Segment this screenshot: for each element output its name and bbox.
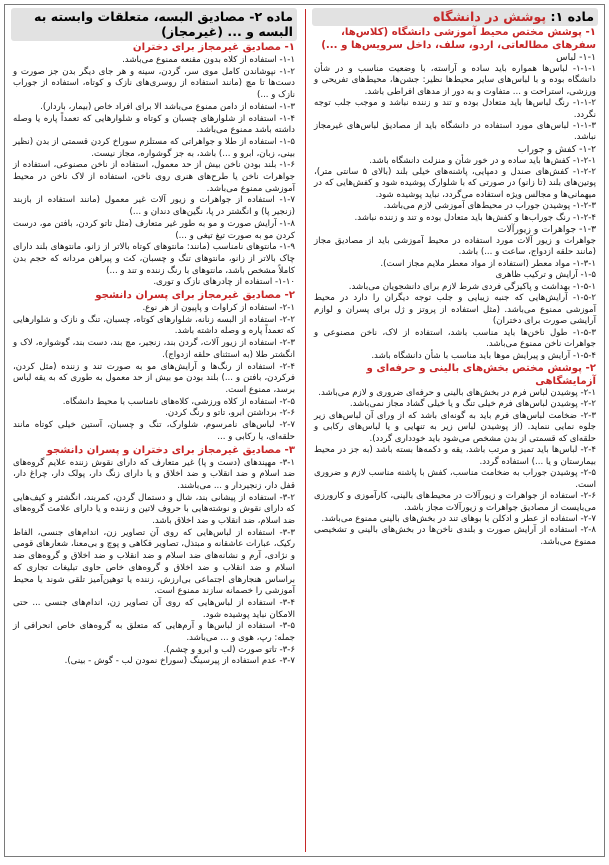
article-1-title-text: پوشش در دانشگاه xyxy=(432,9,547,24)
clause-text: ۱-۵- آرایش و ترکیب ظاهری xyxy=(495,270,596,281)
clause-text: ۱-۱- استفاده از کلاه بدون مقنعه ممنوع می‌باشد. xyxy=(122,55,295,65)
clause-text: ۳-۲- استفاده از پیشانی بند، شال و دستمال گردن، کمربند، انگشتر و کیف‌هایی که دارای نقوش و نوشته‌هایی با حروف لاتین و زننده و یا دارای علامت گروه‌های ضد اسلام، ضد انقلاب و ضد اخلاق باشد. xyxy=(13,492,295,527)
clause-text: ۲-۱- پوشیدن لباس فرم در بخش‌های بالینی و حرفه‌ای ضروری و لازم می‌باشد. xyxy=(318,387,596,398)
section-heading: ۱- مصادیق غیرمجاز برای دختران xyxy=(132,42,295,53)
section-heading: ۱- پوشش مختص محیط آموزشی دانشگاه (کلاس‌ها، سفرهای مطالعاتی، اردو، سلف، داخل سرویس‌ها و ...) xyxy=(321,27,596,51)
clause-text: ۱-۵-۴- آرایش و پیرایش موها باید مناسب با شأن دانشگاه باشد. xyxy=(371,350,596,361)
clause-text: ۱-۳-۱- مواد معطر (استفاده از مواد معطر ملایم مجاز است). xyxy=(380,258,596,269)
clause-text: ۲-۲- استفاده از البسه زنانه، شلوارهای کوتاه، چسبان، تنگ و نازک و شلوارهایی که تعمداً پاره و وصله داشته باشد. xyxy=(13,314,295,337)
article-1-number: ماده ۱: xyxy=(546,9,594,24)
clause-text: ۱-۱۰- استفاده از چادرهای نازک و توری. xyxy=(153,277,295,288)
clause-text: ۱-۱-۱- لباس‌ها همواره باید ساده و آراسته، با وضعیت مناسب و در شأن دانشگاه بوده و با لباس‌های سایر محیط‌ها نظیر: جشن‌ها، محیط‌های تفریحی و ورزشی، استراحت و ... متفاوت و به دور از مدهای افراطی باشد. xyxy=(314,63,596,97)
clause-text: ۳-۷- عدم استفاده از پیرسینگ (سوراخ نمودن لب - گوش - بینی). xyxy=(64,656,295,667)
left-column xyxy=(5,5,303,856)
clause-text: ۲-۸- استفاده از آرایش صورت و بلندی ناخن‌ها در بخش‌های بالینی و تشخیصی ممنوع می‌باشد. xyxy=(314,525,596,547)
clause-text: ۱-۷- استفاده از جواهرات و زیور آلات غیر معمول (مانند استفاده از بازبند (زنجیر پا) و انگشتر در پا، نگین‌های دندان و ...) xyxy=(13,195,295,218)
clause-text: ۲-۳- ضخامت لباس‌های فرم باید به گونه‌ای باشد که از ورای آن لباس‌های زیر جلوه نمایی ننماید. (از پوشیدن لباس زیر به تنهایی و یا لباس‌های رکابی و حلقه‌ای که قسمتی از بدن مشخص می‌شود باید خودداری گردد). xyxy=(314,410,596,444)
article-2-body xyxy=(11,41,297,668)
article-2-title-text: مصادیق البسه، متعلقات وابسته به البسه و ... (غیرمجاز) xyxy=(33,9,293,39)
clause-text: ۲-۱- استفاده از کراوات و پاپیون از هر نوع. xyxy=(142,303,295,314)
article-2-number: ماده ۲- xyxy=(244,9,293,24)
clause-text: ۲-۵- استفاده از کلاه ورزشی، کلاه‌های نامناسب با محیط دانشگاه. xyxy=(62,396,295,407)
clause-text: ۱-۶- بلند بودن ناخن بیش از حد معمول، استفاده از ناخن مصنوعی، استفاده از جواهرات ناخن یا طرح‌های هنری روی ناخن، استفاده از لاک ناخن در محیط آموزشی ممنوع می‌باشد. xyxy=(13,160,295,194)
subsection-heading: ۱-۳- جواهرات و زیورآلات xyxy=(497,224,596,236)
section-heading: ۲- پوشش مختص بخش‌های بالینی و حرفه‌ای و آزمایشگاهی xyxy=(366,362,596,387)
clause-text: ۲-۲- پوشیدن لباس‌های فرم خیلی تنگ و یا خیلی گشاد مجاز نمی‌باشد. xyxy=(349,399,596,410)
article-1-body xyxy=(312,26,598,548)
clause-text: ۱-۹- مانتوهای نامناسب (مانند: مانتوهای کوتاه بالاتر از زانو، مانتوهای بلند دارای چاک بالاتر از زانو، مانتوهای تنگ و چسبان، کت و پیراهن مردانه که حجم بدن کاملاً مشخص باشد، مانتوهای با رنگ زننده و تند و ...) xyxy=(13,242,295,276)
clause-text: ۳-۶- تاتو صورت (لب و ابرو و چشم). xyxy=(163,644,295,655)
article-1-title xyxy=(312,8,598,26)
clause-text: ۲-۶- استفاده از جواهرات و زیورآلات در محیط‌های بالینی، کارآموزی و کارورزی می‌بایست از مصادیق جواهرات و زیورآلات مجاز باشد. xyxy=(314,491,596,513)
clause-text: ۲-۴- لباس‌ها باید تمیز و مرتب باشد، یقه و دکمه‌ها بسته باشد (به جز در محیط بیمارستان و یا ...) استفاده گردد. xyxy=(314,445,596,467)
clause-text: ۱-۵-۲- آرایش‌هایی که جنبه زیبایی و جلب توجه دیگران را دارد در محیط آموزشی ممنوع می‌باشد. (مثل استفاده از پروتز و ژل برای پسران و لوازم آرایشی صورت برای دختران) xyxy=(314,293,596,327)
subsection-heading: ۱-۲- کفش و جوراب xyxy=(517,143,596,155)
clause-text: ۱-۲- نپوشاندن کامل موی سر، گردن، سینه و هر جای دیگر بدن جز صورت و دست‌ها تا مچ (مانند استفاده از روسری‌های نازک و کوتاه، استفاده از جوراب نازک و ...) xyxy=(13,66,295,101)
clause-text: ۳-۵- استفاده از لباس‌ها و آرم‌هایی که متعلق به گروه‌های خاص انحرافی از جمله: رپ، هوی و ... می‌باشد. xyxy=(13,621,295,644)
clause-text: ۱-۱-۲- رنگ لباس‌ها باید متعادل بوده و تند و زننده نباشد و موجب جلب توجه نگردد. xyxy=(314,98,596,120)
document-page xyxy=(4,4,605,857)
clause-text: ۱-۲-۲- کفش‌های صندل و دمپایی، پاشنه‌های خیلی بلند (بالای ۵ سانتی متر)، پوتین‌های بلند (تا زانو) در صورتی که با شلوارک پوشیده شود و کفش‌هایی که در میهمانی‌ها و مجالس ویژه استفاده می‌گردد، نباید پوشیده شود. xyxy=(314,167,596,200)
clause-text: ۱-۲-۴- رنگ جوراب‌ها و کفش‌ها باید متعادل بوده و تند و زننده نباشد. xyxy=(354,212,596,223)
clause-text: ۱-۵- استفاده از طلا و جواهراتی که مستلزم سوراخ کردن قسمتی از بدن (نظیر بینی، زبان، ابرو و ...) باشد، به جز گوشواره، مجاز نیست. xyxy=(13,136,295,159)
clause-text: جواهرات و زیور آلات مورد استفاده در محیط آموزشی باید از مصادیق مجاز (مانند حلقه ازدواج، ساعت و ...) باشد. xyxy=(314,236,596,258)
clause-text: ۱-۲-۳- پوشیدن جوراب در محیط‌های آموزشی لازم می‌باشد. xyxy=(383,201,596,212)
clause-text: ۱-۳- استفاده از دامن ممنوع می‌باشد الا برای افراد خاص (بیمار، باردار). xyxy=(40,101,295,112)
right-column xyxy=(306,5,604,856)
article-2-title xyxy=(11,8,297,41)
section-heading: ۳- مصادیق غیرمجاز برای دختران و پسران دانشجو xyxy=(46,444,295,456)
clause-text: ۱-۲-۱- کفش‌ها باید ساده و در خور شأن و منزلت دانشگاه باشد. xyxy=(369,155,596,166)
clause-text: ۲-۷- استفاده از عطر و ادکلن با بوهای تند در بخش‌های بالینی ممنوع می‌باشد. xyxy=(321,513,596,524)
clause-text: ۳-۴- استفاده از لباس‌هایی که روی آن تصاویر زن، اندام‌های جنسی ... حتی الامکان نباید پوشیده شود. xyxy=(13,597,295,620)
clause-text: ۲-۵- پوشیدن جوراب به ضخامت مناسب، کفش با پاشنه مناسب لازم و ضروری است. xyxy=(314,468,596,490)
clause-text: ۱-۵-۱- بهداشت و پاکیزگی فردی شرط لازم برای دانشجویان می‌باشد. xyxy=(348,281,596,292)
clause-text: ۱-۵-۳- طول ناخن‌ها باید مناسب باشد، استفاده از لاک، ناخن مصنوعی و جواهرات ناخن ممنوع می‌باشد. xyxy=(314,327,596,350)
clause-text: ۱-۱-۳- لباس‌های مورد استفاده در دانشگاه باید از مصادیق لباس‌های غیرمجاز نباشد. xyxy=(314,120,596,143)
section-heading: ۲- مصادیق غیرمجاز برای پسران دانشجو xyxy=(95,290,295,302)
clause-text: ۲-۷- لباس‌های نامرسوم، شلوارک، تنگ و چسبان، آستین خیلی کوتاه مانند حلقه‌ای، یا رکابی و ... xyxy=(13,420,295,442)
clause-text: ۳-۱- مهیندهای (دست و پا) غیر متعارف که دارای نقوش زننده علایم گروه‌های ضد اسلام و ضد انقلاب و ضد اخلاق و یا دارای زنگ دار، پولک دار، چراغ دار، قفل دار، زنجیردار و ... می‌باشند. xyxy=(13,457,295,491)
clause-text: ۲-۴- استفاده از رنگ‌ها و آرایش‌های مو به صورت تند و زننده (مثل کردن، فرکردن، بافتن و ...) بلند بودن مو بیش از حد معمول به طوری که به یقه لباس برسد، ممنوع است. xyxy=(13,361,295,395)
clause-text: ۲-۶- برداشتن ابرو، تاتو و رنگ کردن. xyxy=(165,408,295,419)
clause-text: ۱-۴- استفاده از شلوارهای چسبان و کوتاه و شلوارهایی که تعمداً پاره یا وصله داشته باشد ممنوع می‌باشد. xyxy=(13,113,295,136)
clause-text: ۱-۸- آرایش صورت و مو به طور غیر متعارف (مثل تاتو کردن، بافتن مو، درست کردن مو به صورت تیغ تیغی و ...) xyxy=(13,218,295,241)
clause-text: ۳-۳- استفاده از لباس‌هایی که روی آن تصاویر زن، اندام‌های جنسی، الفاظ رکیک، عبارات عاشقانه و مبتذل، تصاویر فکاهی و پوچ و بی‌معنا، شعارهای قومی و نژادی، آرم و نشانه‌های ضد اسلام و ضد انقلاب و ضد اخلاق و گروه‌های ضد اسلام و ضد انقلاب و ضد اخلاق و گروه‌های خاص حاوی تبلیغات تجاری که براساس هنجارهای اجتماعی بی‌ارزش، زننده یا توهین‌آمیز تلقی شوند یا محیط آموزشی را خصمانه سازند ممنوع است. xyxy=(13,527,295,597)
clause-text: ۲-۳- استفاده از زیور آلات، گردن بند، زنجیر، مچ بند، دست بند، گوشواره، لاک و انگشتر طلا (به استثنای حلقه ازدواج). xyxy=(13,338,295,360)
subsection-heading: ۱-۱- لباس xyxy=(556,52,596,63)
